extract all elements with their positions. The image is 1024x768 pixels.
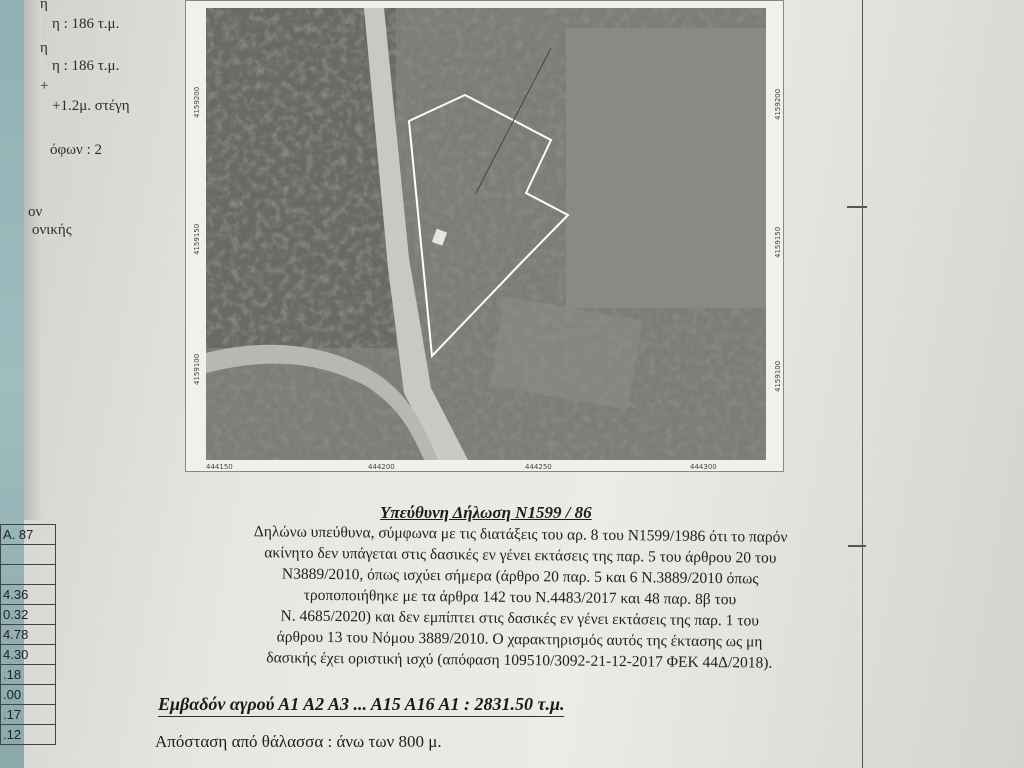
margin-note: όφων : 2 [50,142,102,158]
declaration-line: Δηλώνω υπεύθυνα, σύμφωνα με τις διατάξεις του αρ. 8 του Ν1599/1986 ότι το παρόν [253,523,788,546]
declaration-line: δασικής έχει οριστική ισχύ (απόφαση 109510/3092-21-12-2017 ΦΕΚ 44Δ/2018). [266,649,773,672]
x-tick: 444300 [690,463,717,471]
margin-note: + [40,78,49,94]
table-cell: 4.78 [1,625,56,645]
sea-distance-statement: Απόσταση από θάλασσα : άνω των 800 μ. [155,732,442,751]
y-tick-right: 4159150 [774,226,782,258]
table-row [1,545,56,565]
y-tick-left: 4159200 [193,86,201,118]
table-cell: .00 [1,685,56,705]
table-row [1,705,56,725]
margin-note: η : 186 τ.μ. [52,58,120,74]
declaration-title: Υπεύθυνη Δήλωση Ν1599 / 86 [380,503,592,522]
y-tick-left: 4159100 [193,353,201,385]
x-tick: 444250 [525,463,552,471]
table-row [1,525,56,545]
margin-note: η [40,40,48,56]
field-area-statement: Εμβαδόν αγρού Α1 Α2 Α3 ... Α15 Α16 Α1 : 2831.50 τ.μ. [158,694,564,717]
declaration-body [169,520,871,674]
table-row [1,585,56,605]
table-cell: 0.32 [1,605,56,625]
margin-note: ονικής [32,222,72,238]
table-cell: .12 [1,725,56,745]
table-cell: 4.36 [1,585,56,605]
table-cell: .18 [1,665,56,685]
y-tick-left: 4159150 [193,223,201,255]
table-row [1,565,56,585]
aerial-photo-map [206,8,766,460]
table-row [1,605,56,625]
margin-note: η : 186 τ.μ. [52,16,120,32]
texture [206,8,766,460]
table-cell: 4.30 [1,645,56,665]
table-row [1,645,56,665]
table-header-cell: Α. 87 [1,525,56,545]
margin-mark [847,206,867,208]
coordinates-table [0,524,56,745]
x-tick: 444200 [368,463,395,471]
y-tick-right: 4159100 [774,360,782,392]
table-cell [1,565,56,585]
table-row [1,725,56,745]
declaration-line: Ν3889/2010, όπως ισχύει σήμερα (άρθρο 20 παρ. 5 και 6 Ν.3889/2010 όπως [281,565,759,588]
declaration-line: τροποποιήθηκε με τα άρθρα 142 του Ν.4483/2017 και 48 παρ. 8β του [303,586,737,609]
margin-note: ον [28,204,43,220]
margin-note: η [40,0,48,12]
y-tick-right: 4159200 [774,88,782,120]
x-tick: 444150 [206,463,233,471]
declaration-line: Ν. 4685/2020) και δεν εμπίπτει στις δασικές εν γένει εκτάσεις της παρ. 1 του [280,607,760,630]
declaration-line: άρθρου 13 του Νόμου 3889/2010. Ο χαρακτηρισμός αυτός της έκτασης ως μη [276,628,763,651]
table-row [1,685,56,705]
table-cell: .17 [1,705,56,725]
table-cell [1,545,56,565]
declaration-line: ακίνητο δεν υπάγεται στις δασικές εν γένει εκτάσεις της παρ. 5 του άρθρου 20 του [264,544,777,567]
table-row [1,665,56,685]
margin-note: +1.2μ. στέγη [52,98,130,114]
table-row [1,625,56,645]
